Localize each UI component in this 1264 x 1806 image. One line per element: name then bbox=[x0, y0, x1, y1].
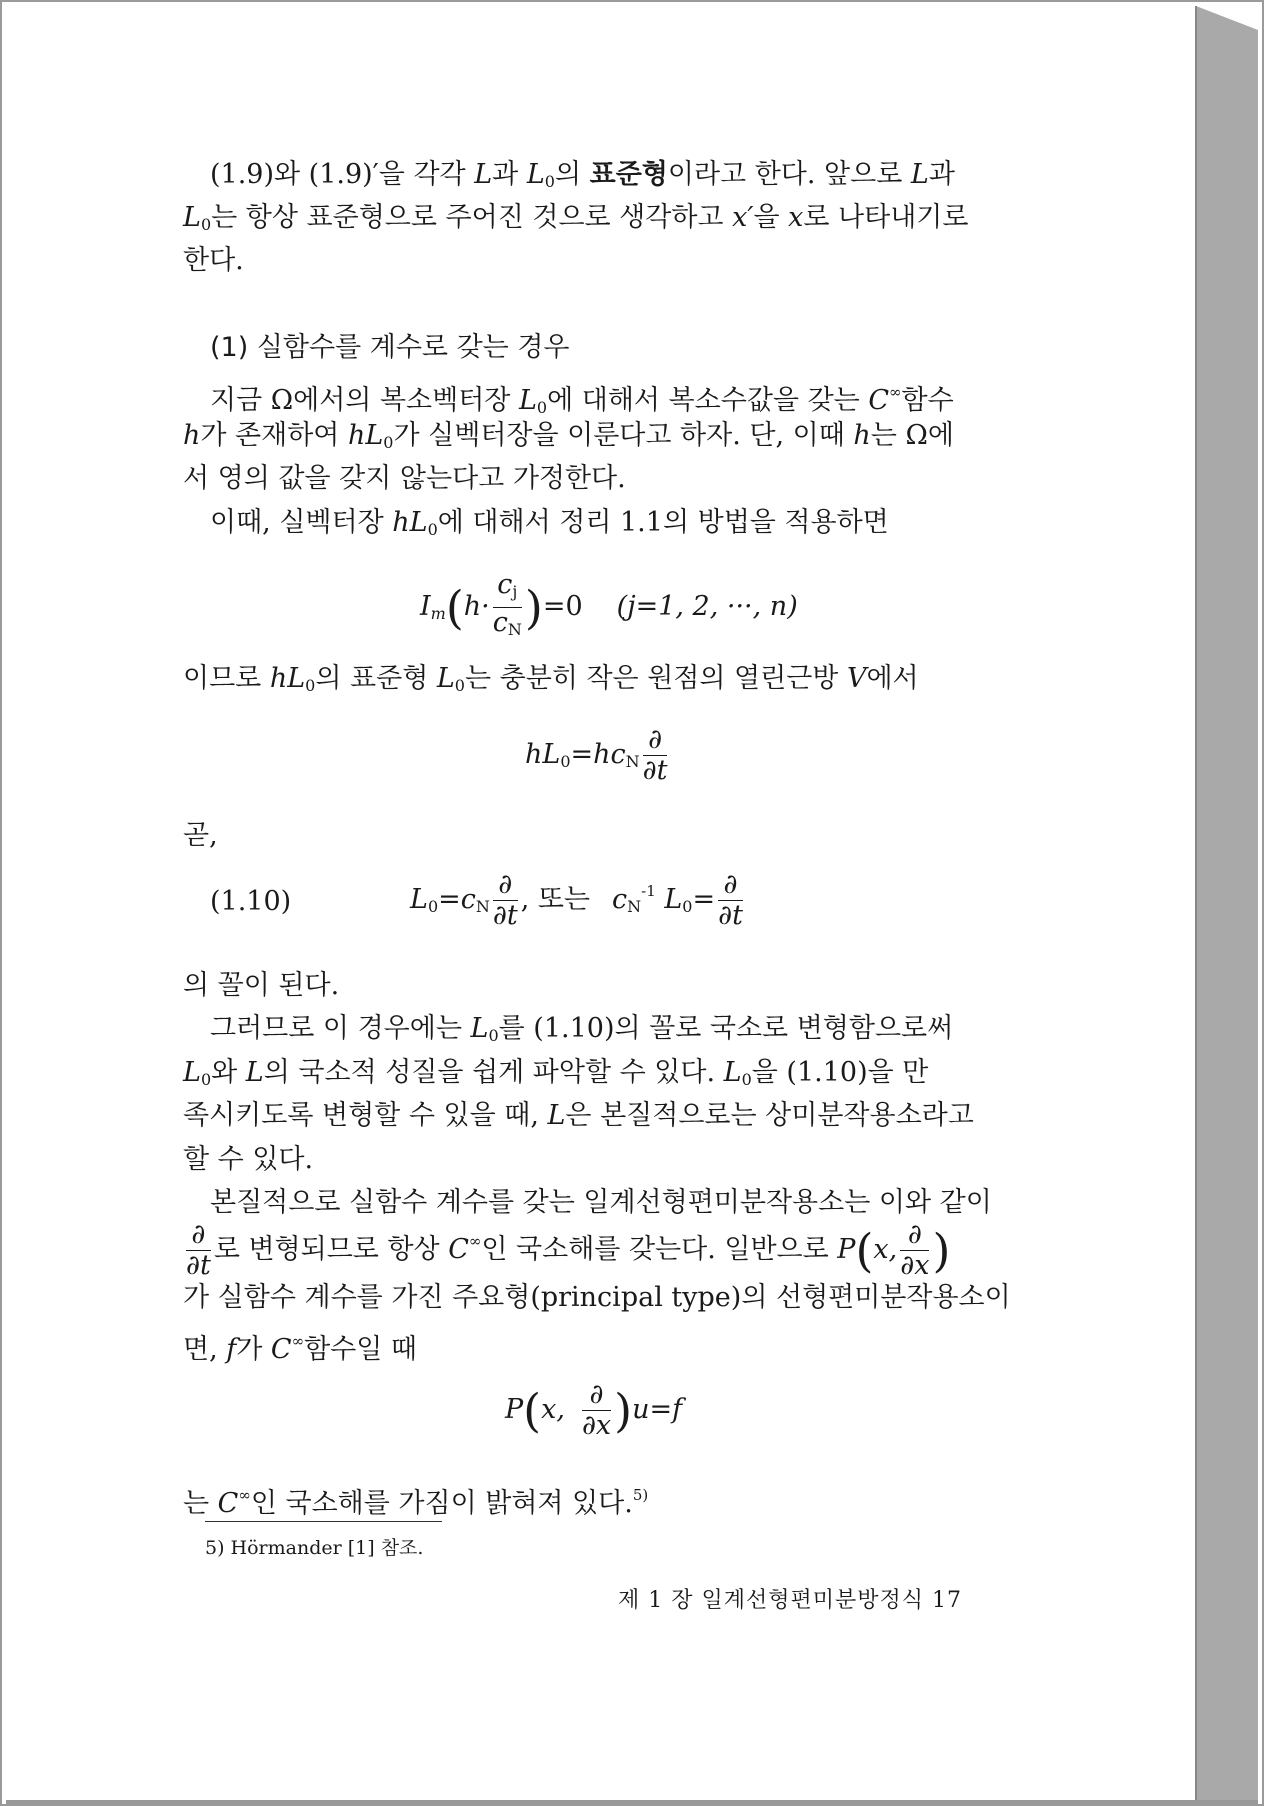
paragraph-line: 할 수 있다. bbox=[183, 1144, 314, 1175]
paragraph-line: 이때, 실벡터장 $hL_0$에 대해서 정리 1.1의 방법을 적용하면 bbox=[210, 507, 889, 539]
equation-display: $L_0=c_N$ $\frac{\partial}{\partial t}$ , 또는 $c_N^{-1}$ $L_0=$ $\frac{\partial}{\partial t}$ bbox=[410, 869, 743, 931]
paragraph-line: 본질적으로 실함수 계수를 갖는 일계선형편미분작용소는 이와 같이 bbox=[210, 1187, 992, 1218]
equation-display: $I_m(h\cdot$ $\frac{c_j}{c_N}$ )=0 (j=1, 2, ···, n) bbox=[420, 569, 798, 639]
paragraph-line: (1.9)와 (1.9)′을 각각 L과 $L_0$의 표준형이라고 한다. 앞으로 L과 bbox=[210, 159, 955, 191]
paragraph-line: 한다. bbox=[183, 245, 244, 276]
footnote-marker: 5) bbox=[632, 1486, 649, 1504]
equation-number: (1.10) bbox=[210, 886, 292, 917]
paragraph-line: 의 꼴이 된다. bbox=[183, 970, 340, 1001]
paragraph-line: $L_0$와 L의 국소적 성질을 쉽게 파악할 수 있다. $L_0$을 (1.10)을 만 bbox=[183, 1057, 929, 1089]
equation-display: P(x, $\frac{\partial}{\partial x}$ )u=f bbox=[505, 1379, 683, 1441]
paragraph-line: 가 실함수 계수를 가진 주요형(principal type)의 선형편미분작용소이 bbox=[183, 1282, 1011, 1313]
footnote: 5) Hörmander [1] 참조. bbox=[205, 1537, 424, 1559]
paragraph-line: 족시키도록 변형할 수 있을 때, L은 본질적으로는 상미분작용소라고 bbox=[183, 1100, 974, 1131]
paragraph-line: 는 C∞인 국소해를 가짐이 밝혀져 있다.$^{5)}$ bbox=[183, 1486, 649, 1519]
paragraph-line: 이므로 $hL_0$의 표준형 $L_0$는 충분히 작은 원점의 열린근방 V에서 bbox=[183, 663, 919, 695]
page-footer: 제 1 장 일계선형편미분방정식 17 bbox=[618, 1588, 962, 1613]
paragraph-line: 곧, bbox=[183, 820, 218, 851]
footnote-divider bbox=[205, 1521, 442, 1522]
paragraph-line: h가 존재하여 $hL_0$가 실벡터장을 이룬다고 하자. 단, 이때 h는 Ω에 bbox=[183, 420, 954, 452]
paragraph-line: 그러므로 이 경우에는 $L_0$를 (1.10)의 꼴로 국소로 변형함으로써 bbox=[210, 1013, 954, 1045]
paragraph-line: 서 영의 값을 갖지 않는다고 가정한다. bbox=[183, 463, 626, 494]
equation-display: $hL_0=hc_N$ $\frac{\partial}{\partial t}$ bbox=[525, 724, 668, 786]
paragraph-line: 지금 Ω에서의 복소벡터장 $L_0$에 대해서 복소수값을 갖는 C∞함수 bbox=[210, 383, 954, 417]
paragraph-line: $\frac{\partial}{\partial t}$ 로 변형되므로 항상 C∞인 국소해를 갖는다. 일반으로 P(x, $\frac{\partial}{\partial x}$ ) bbox=[186, 1219, 951, 1281]
paragraph-line: $L_0$는 항상 표준형으로 주어진 것으로 생각하고 x′을 x로 나타내기로 bbox=[183, 202, 969, 234]
section-heading: (1) 실함수를 계수로 갖는 경우 bbox=[210, 332, 570, 363]
paragraph-line: 면, f가 C∞함수일 때 bbox=[183, 1332, 418, 1365]
